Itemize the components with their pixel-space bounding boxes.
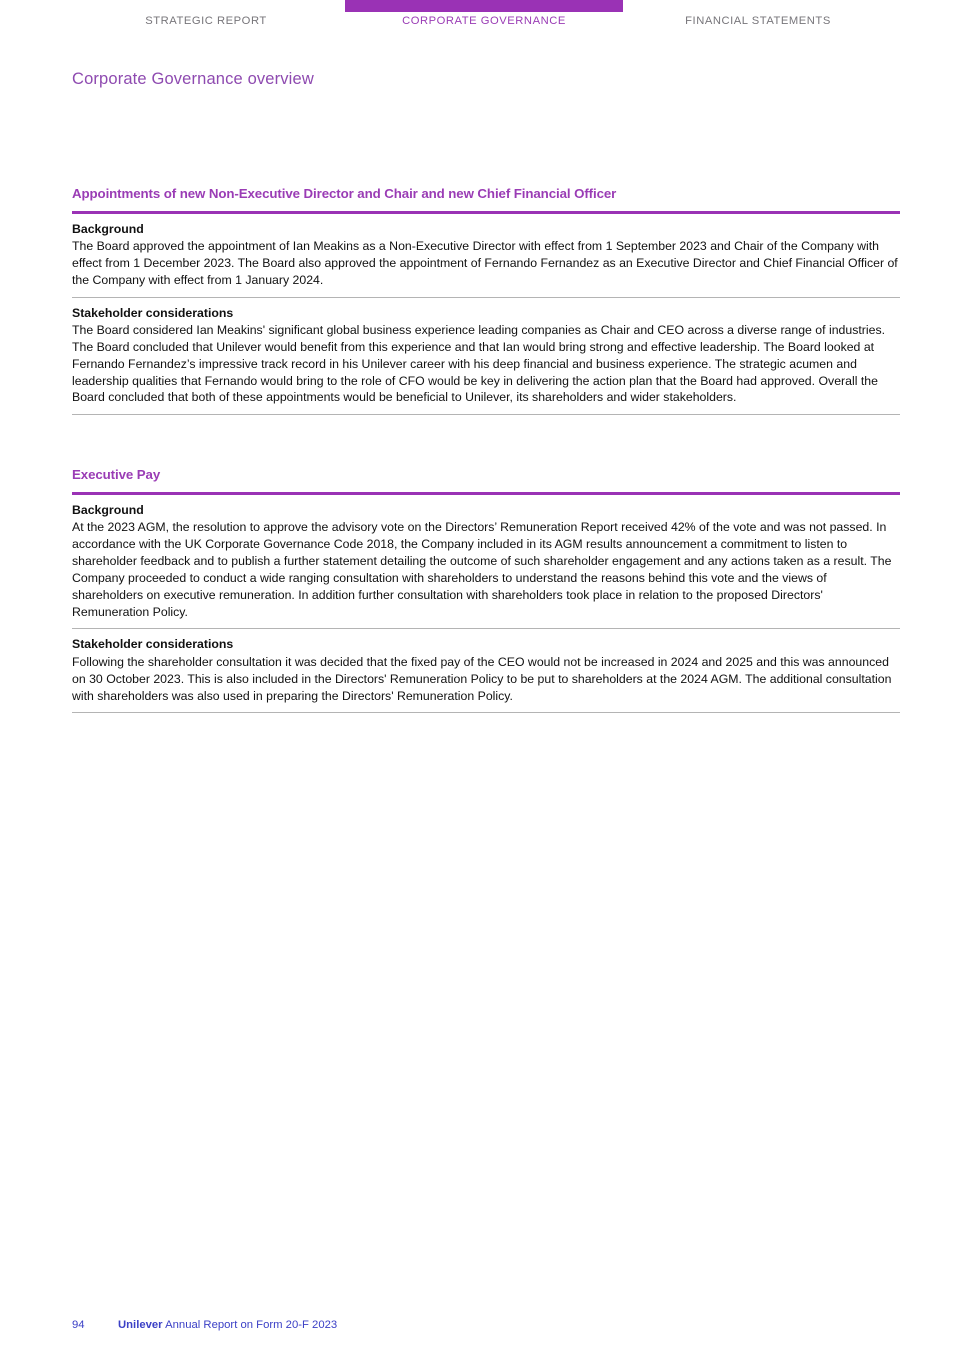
section-heading: Executive Pay [72, 467, 161, 483]
top-navigation [0, 0, 968, 40]
subsection-divider [72, 414, 900, 415]
subsection-body: Following the shareholder consultation it was decided that the fixed pay of the CEO would not be increased in 2024 and 2025 and this was announced on 30 October 2023. This is also included in the Directors' Remuneration Policy to be put to shareholders at the 2024 AGM. The additional consultation with shareholders was also used in preparing the Directors' Remuneration Policy. [72, 654, 892, 703]
subsection-background [72, 495, 900, 630]
subsection-divider [72, 712, 900, 713]
footer-report-name: Annual Report on Form 20-F 2023 [162, 1319, 338, 1331]
subsection-stakeholder-considerations [72, 298, 900, 416]
footer-brand: Unilever [118, 1319, 163, 1331]
active-tab-indicator [345, 0, 623, 12]
subsection-stakeholder-considerations [72, 629, 900, 713]
page-title: Corporate Governance overview [72, 70, 314, 88]
subsection-background [72, 214, 900, 298]
subsection-body: At the 2023 AGM, the resolution to approve the advisory vote on the Directors’ Remuneration Report received 42% of the vote and was not passed. In accordance with the UK Corporate Governance Code 2018, the Company included in its AGM results announcement a commitment to listen to shareholder feedback and to publish a further statement detailing the outcome of such shareholder engagement and any actions taken as a result. The Company proceeded to conduct a wide ranging consultation with shareholders to understand the reasons behind this vote and the views of shareholders on executive remuneration. In addition further consultation with shareholders took place in relation to the proposed Directors' Remuneration Policy. [72, 520, 892, 619]
nav-tab-financial-statements[interactable]: FINANCIAL STATEMENTS [685, 15, 831, 27]
subsection-heading: Stakeholder considerations [72, 637, 234, 652]
nav-tab-strategic-report[interactable]: STRATEGIC REPORT [145, 15, 267, 27]
nav-tab-corporate-governance[interactable]: CORPORATE GOVERNANCE [402, 15, 566, 27]
subsection-heading: Stakeholder considerations [72, 305, 234, 320]
subsection-body: The Board considered Ian Meakins' significant global business experience leading companies as Chair and CEO across a diverse range of industries. The Board concluded that Unilever would benefit from this experience and that Ian would bring strong and effective leadership. The Board looked at Fernando Fernandez’s impressive track record in his Unilever career with his deep financial and business experience. The strategic acumen and leadership qualities that Fernando would bring to the role of CFO would be key in delivering the action plan that the Board had approved. Overall the Board concluded that both of these appointments would be beneficial to Unilever, its shareholders and wider stakeholders. [72, 323, 886, 405]
section-executive-pay [72, 467, 900, 713]
subsection-heading: Background [72, 221, 144, 236]
page-footer [72, 1319, 337, 1331]
page-content [72, 186, 900, 713]
subsection-body: The Board approved the appointment of Ian Meakins as a Non-Executive Director with effect from 1 September 2023 and Chair of the Company with effect from 1 December 2023. The Board also approved the appointment of Fernando Fernandez as an Executive Director and Chief Financial Officer of the Company with effect from 1 January 2024. [72, 239, 898, 287]
section-heading: Appointments of new Non-Executive Director and Chair and new Chief Financial Officer [72, 186, 617, 201]
subsection-heading: Background [72, 502, 144, 517]
footer-page-number: 94 [72, 1319, 85, 1331]
section-appointments [72, 186, 900, 415]
